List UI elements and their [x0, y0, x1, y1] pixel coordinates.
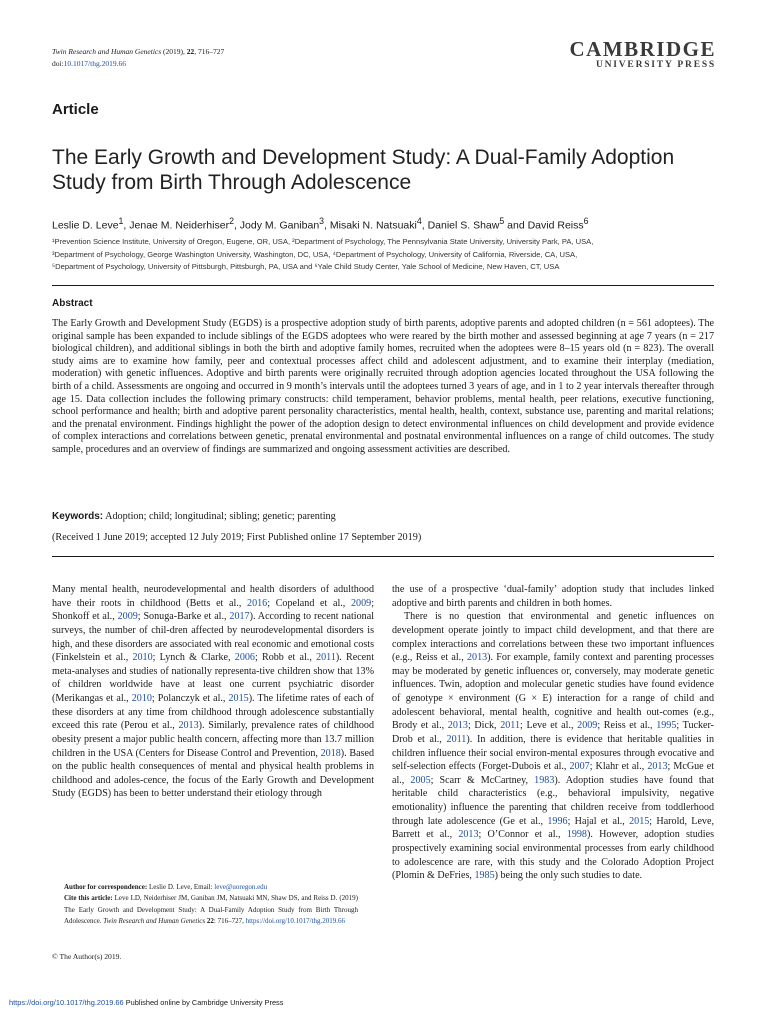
author: Daniel S. Shaw	[427, 219, 500, 232]
author-affiliation-number: 2	[229, 216, 234, 226]
journal-name: Twin Research and Human Genetics	[52, 47, 162, 56]
keywords-label: Keywords:	[52, 511, 104, 522]
footer-doi-link[interactable]: https://doi.org/10.1017/thg.2019.66	[9, 998, 124, 1007]
citation-year-link[interactable]: 2011	[316, 652, 336, 664]
copyright-notice: © The Author(s) 2019.	[52, 952, 122, 961]
citation-year-link[interactable]: 2013	[447, 720, 468, 732]
citation-year-link[interactable]: 2011	[500, 720, 521, 732]
doi-link[interactable]: 10.1017/thg.2019.66	[63, 59, 126, 68]
abstract-heading: Abstract	[52, 298, 93, 309]
article-type: Article	[52, 101, 99, 118]
citation-year-link[interactable]: 2010	[131, 693, 152, 704]
citation-year-link[interactable]: 2016	[247, 597, 268, 609]
keywords	[52, 510, 714, 523]
citation-journal: Twin Research and Human Genetics	[103, 916, 206, 925]
citation-year-link[interactable]: 2015	[629, 815, 650, 827]
author: Misaki N. Natsuaki	[329, 219, 417, 232]
keywords-text: Adoption; child; longitudinal; sibling; genetic; parenting	[103, 511, 336, 522]
affiliation-line: ¹Prevention Science Institute, University of Oregon, Eugene, OR, USA, ²Department of Psychology, The Pennsylvania State University, University Park, PA, USA,	[52, 237, 594, 246]
citation-year-link[interactable]: 2013	[647, 761, 668, 773]
divider-bottom	[52, 556, 714, 557]
correspondence-label: Author for correspondence:	[64, 883, 148, 891]
citation-year-link[interactable]: 2009	[577, 720, 598, 732]
body-paragraph: the use of a prospective ‘dual-family’ adoption study that includes linked adoptive and birth parents and children in both homes.	[392, 584, 714, 609]
correspondence-box	[64, 882, 358, 927]
author: David Reiss	[527, 219, 584, 232]
author-affiliation-number: 6	[583, 216, 589, 226]
journal-pages: , 716–727	[194, 47, 225, 56]
citation-year-link[interactable]: 2015	[228, 693, 249, 704]
correspondence-text: Leslie D. Leve, Email:	[147, 883, 215, 891]
citation-year-link[interactable]: 2005	[410, 774, 431, 786]
author: Jenae M. Neiderhiser	[129, 219, 230, 232]
publisher-logo	[560, 38, 716, 71]
divider-top	[52, 285, 714, 286]
journal-citation-line	[52, 46, 224, 70]
citation-text: Leve LD, Neiderhiser JM, Ganiban JM, Natsuaki MN, Shaw DS, and Reiss D. (2019) The Early Growth and Development Study: A Dual-Family Adoption Study from Birth Through Adolescence.	[64, 894, 358, 925]
author-affiliation-number: 1	[118, 216, 124, 226]
citation-year-link[interactable]: 2010	[132, 652, 153, 664]
citation-year-link[interactable]: 1996	[547, 815, 568, 827]
citation-year-link[interactable]: 1985	[474, 870, 495, 882]
citation-volume: 22	[205, 916, 214, 925]
author-affiliation-number: 3	[319, 216, 325, 226]
affiliation-line: ⁵Department of Psychology, University of Pittsburgh, Pittsburgh, PA, USA and ⁶Yale Child Study Center, Yale School of Medicine, New Haven, CT, USA	[52, 262, 560, 271]
citation-year-link[interactable]: 1983	[534, 774, 555, 786]
footer-text: Published online by Cambridge University Press	[123, 998, 284, 1007]
citation-year-link[interactable]: 2017	[229, 611, 250, 623]
citation-label: Cite this article:	[64, 894, 113, 903]
abstract-text: The Early Growth and Development Study (EGDS) is a prospective adoption study of birth parents, adoptive parents and adopted children (n = 561 adoptees). The original sample has been expanded to include siblings of the EGDS adoptees who were reared by the birth mother and assessed beginning at age 7 years (n = 217 biological children), and additional siblings in both the birth and adoptive family homes, recruited when the adoptees were 8–15 years old (n = 823). The overall study aims are to examine how family, peer and contextual processes affect child and adolescent adjustment, and to examine their interplay (mediation, moderation) with genetic influences. Adoptive and birth parents were originally recruited through adoption agencies located throughout the USA following the birth of a child. Assessments are ongoing and occurred in 9 month’s intervals until the adoptees turned 3 years of age, and in 1 to 2 year intervals thereafter through age 15. Data collection includes the following primary constructs: child temperament, behavior problems, mental health, peer relations, executive functioning, school performance and health; birth and adoptive parent personality characteristics, mental health, health, context, substance use, parenting and marital relations; and the prenatal environment. Findings highlight the power of the adoption design to detect environmental influences on child development and provide evidence of complex interactions and correlations between genetic, prenatal environmental and postnatal environmental influences on a range of child outcomes. The study sample, procedures and an overview of findings are summarized and ongoing assessment activities are described.	[52, 318, 714, 455]
correspondence-email-link[interactable]: leve@uoregon.edu	[214, 883, 268, 891]
affiliations	[52, 236, 732, 274]
author-list: Leslie D. Leve$^1$, Jenae M. Neiderhiser$^2$, Jody M. Ganiban$^3$, Misaki N. Natsuaki$^4$, Daniel S. Shaw$^5$ and David Reiss$^6$	[52, 216, 589, 232]
citation-year-link[interactable]: 1995	[656, 720, 677, 732]
citation-year-link[interactable]: 2011	[446, 733, 467, 745]
citation-year-link[interactable]: 2018	[320, 747, 341, 759]
citation-pages: : 716–727,	[213, 916, 246, 925]
citation-year-link[interactable]: 2013	[466, 652, 488, 664]
journal-volume: 22	[186, 47, 195, 56]
page-footer	[9, 997, 283, 1008]
citation-year-link[interactable]: 2009	[351, 597, 372, 609]
author: Jody M. Ganiban	[239, 219, 320, 232]
article-title: The Early Growth and Development Study: A Dual-Family Adoption Study from Birth Through Adolescence	[52, 146, 675, 194]
publisher-logo-main: CAMBRIDGE	[569, 37, 716, 61]
body-column-right	[392, 583, 714, 883]
citation-year-link[interactable]: 2007	[569, 761, 590, 773]
author: Leslie D. Leve	[52, 219, 119, 232]
body-paragraph: There is no question that environmental and genetic influences on development operate jointly to impact child development, and that there are complex interactions and correlations between these two important influences (e.g., Reiss et al., 2013). For example, family context and parenting processes may be moderated by genetic influences or, conversely, may moderate genetic influences. Twin, adoption and molecular genetic studies have found evidence of genotype × environment (G × E) interaction for a range of child and adolescent behavioral, mental health, cognitive and health out-comes (e.g., Brody et al., 2013; Dick, 2011; Leve et al., 2009; Reiss et al., 1995; Tucker-Drob et al., 2011). In addition, there is evidence that heritable qualities in children influence their social environ-mental exposures through evocative and self-selection effects (Forget-Dubois et al., 2007; Klahr et al., 2013; McGue et al., 2005; Scarr & McCartney, 1983). Adoption studies have found that heritable child characteristics (e.g., behavioral impulsivity, negative emotionality) influence the parenting that children receive from toddlerhood through late adolescence (Ge et al., 1996; Hajal et al., 2015; Harold, Leve, Barrett et al., 2013; O’Connor et al., 1998). However, adoption studies prospectively examining social environmental processes from early childhood to adolescence are rare, with this study and the Colorado Adoption Project (Plomin & DeFries, 1985) being the only such studies to date.	[392, 611, 715, 882]
citation-year-link[interactable]: 2006	[234, 652, 255, 664]
author-affiliation-number: 5	[499, 216, 505, 226]
author-affiliation-number: 4	[416, 216, 422, 226]
citation-doi-link[interactable]: https://doi.org/10.1017/thg.2019.66	[245, 916, 346, 925]
received-dates: (Received 1 June 2019; accepted 12 July 2019; First Published online 17 September 2019)	[52, 532, 422, 543]
citation-year-link[interactable]: 2013	[178, 720, 199, 732]
body-paragraph: Many mental health, neurodevelopmental and health disorders of adulthood have their roots in childhood (Betts et al., 2016; Copeland et al., 2009; Shonkoff et al., 2009; Sonuga-Barke et al., 2017). According to recent national surveys, the number of chil-dren affected by neurodevelopmental disorders is high, and these disorders are associated with real economic and emotional costs (Finkelstein et al., 2010; Lynch & Clarke, 2006; Robb et al., 2011). Recent meta-analyses and studies of nationally representa-tive children show that 13% of children worldwide have at least one current psychiatric disorder (Merikangas et al., 2010; Polanczyk et al., 2015). The lifetime rates of each of these disorders at any time from childhood through adolescence substantially exceed this rate (Perou et al., 2013). Similarly, prevalence rates of childhood obesity present a major public health concern, affecting more than 13.7 million children in the USA (Centers for Disease Control and Prevention, 2018). Based on the public health consequences of mental and physical health problems in childhood and adoles-cence, the focus of the Early Growth and Development Study (EGDS) has been to better understand their etiology through	[52, 584, 375, 800]
journal-year: (2019),	[161, 47, 187, 56]
citation-year-link[interactable]: 1998	[566, 829, 587, 841]
citation-year-link[interactable]: 2009	[117, 611, 138, 623]
publisher-logo-sub: UNIVERSITY PRESS	[595, 60, 716, 70]
doi-label: doi:	[52, 59, 64, 68]
affiliation-line: ³Department of Psychology, George Washington University, Washington, DC, USA, ⁴Department of Psychology, University of California, Riverside, CA, USA,	[52, 249, 578, 259]
citation-year-link[interactable]: 2013	[458, 829, 479, 841]
body-column-left	[52, 583, 374, 801]
